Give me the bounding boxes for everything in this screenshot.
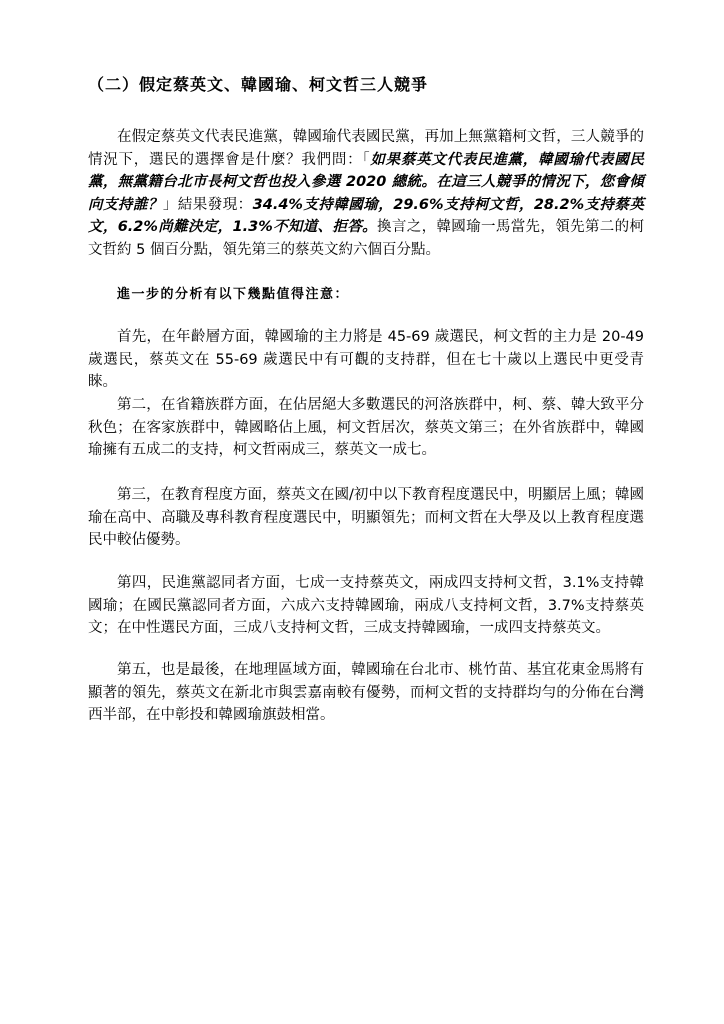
analysis-subheading: 進一步的分析有以下幾點值得注意： [117,287,350,302]
intro-text-2: 」結果發現： [162,196,253,213]
point-ethnicity: 第二，在省籍族群方面，在佔居絕大多數選民的河洛族群中，柯、蔡、韓大致平分秋色；在客家族群中，韓國略佔上風，柯文哲居次，蔡英文第三；在外省族群中，韓國瑜擁有五成二的支持，柯文哲兩成三，蔡英文一成七。 [88,397,644,458]
point-education: 第三，在教育程度方面，蔡英文在國/初中以下教育程度選民中，明顯居上風；韓國瑜在高中、高職及專科教育程度選民中，明顯領先；而柯文哲在大學及以上教育程度選民中較佔優勢。 [88,487,644,548]
point-age: 首先，在年齡層方面，韓國瑜的主力將是 45-69 歲選民，柯文哲的主力是 20-49 歲選民，蔡英文在 55-69 歲選民中有可觀的支持群，但在七十歲以上選民中更受青睞。 [88,329,644,390]
intro-text-1: 在假定蔡英文代表民進黨，韓國瑜代表國民黨，再加上無黨籍柯文哲，三人競爭的情況下，選民的選擇會是什麼？我們問：「 [88,129,644,168]
intro-paragraph [88,126,644,261]
survey-results: 34.4%支持韓國瑜，29.6%支持柯文哲，28.2%支持蔡英文，6.2%尚難決定，1.3%不知道、拒答。 [88,196,644,235]
intro-text-3: 換言之，韓國瑜一馬當先，領先第二的柯文哲約 5 個百分點，領先第三的蔡英文約六個百分點。 [88,219,645,258]
point-region: 第五，也是最後，在地理區域方面，韓國瑜在台北市、桃竹苗、基宜花東金馬將有顯著的領先，蔡英文在新北市與雲嘉南較有優勢，而柯文哲的支持群均勻的分佈在台灣西半部，在中彰投和韓國瑜旗鼓相當。 [88,662,644,723]
section-heading: （二）假定蔡英文、韓國瑜、柯文哲三人競爭 [88,75,429,94]
point-party-identification: 第四，民進黨認同者方面，七成一支持蔡英文，兩成四支持柯文哲，3.1%支持韓國瑜；在國民黨認同者方面，六成六支持韓國瑜，兩成八支持柯文哲，3.7%支持蔡英文；在中性選民方面，三成八支持柯文哲，三成支持韓國瑜，一成四支持蔡英文。 [88,575,644,636]
survey-question: 如果蔡英文代表民進黨，韓國瑜代表國民黨，無黨籍台北市長柯文哲也投入參選 2020 總統。在這三人競爭的情況下，您會傾向支持誰？ [88,151,645,213]
